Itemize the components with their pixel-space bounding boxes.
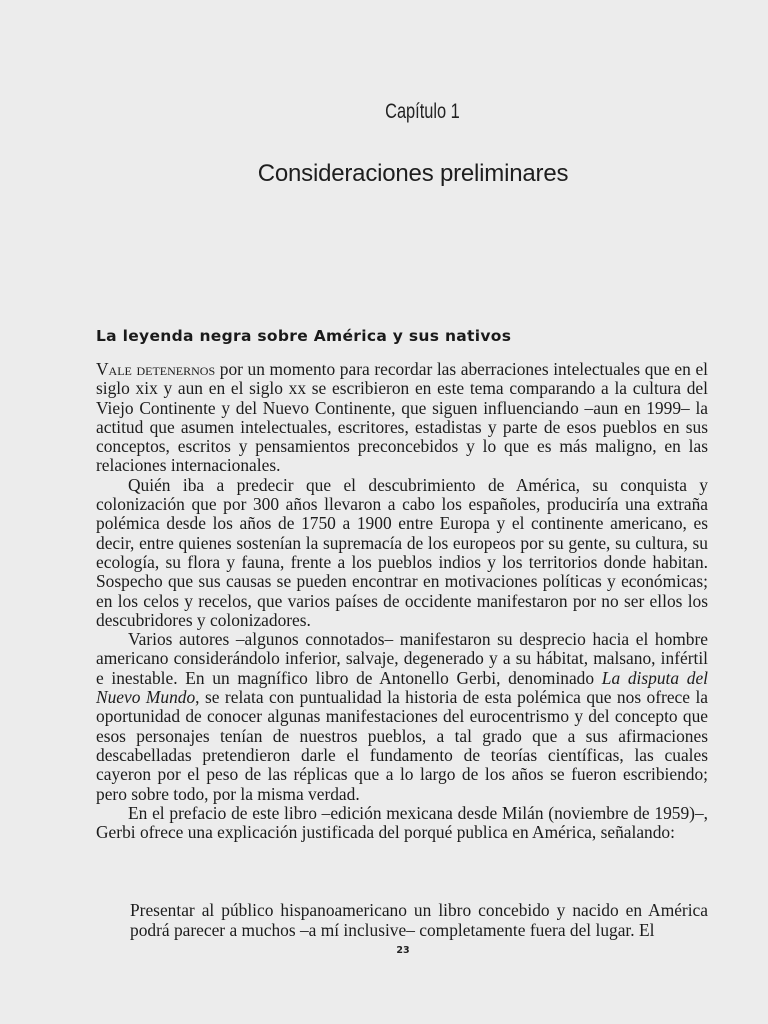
block-quote: Presentar al público hispanoamericano un libro concebido y nacido en América podrá parecer a muchos –a mí inclusive– completamente fuera del lugar. El: [130, 900, 708, 940]
paragraph-4: En el prefacio de este libro –edición mexicana desde Milán (noviembre de 1959)–, Gerbi ofrece una explicación justificada del porqué publica en América, señalando:: [96, 802, 708, 843]
book-title-italic: La disputa del Nuevo Mundo: [96, 667, 708, 708]
page-number: 23: [396, 945, 410, 956]
section-heading: La leyenda negra sobre América y sus nativos: [96, 327, 512, 345]
paragraph-3: [96, 630, 708, 804]
paragraph-2: Quién iba a predecir que el descubrimiento de América, su conquista y colonización que por 300 años llevaron a cabo los españoles, produciría una extraña polémica desde los años de 1750 a 1900 entre Europa y el continente americano, es decir, entre quienes sostenían la supremacía de los europeos por su gente, su cultura, su ecología, su flora y fauna, frente a los pueblos indios y los territorios donde habitan. Sospecho que sus causas se pueden encontrar en motivaciones políticas y económicas; en los celos y recelos, que varios países de occidente manifestaron por no ser ellos los descubridores y colonizadores.: [96, 474, 708, 630]
paragraph-3-text-b: , se relata con puntualidad la historia de esta polémica que nos ofrece la oportunidad de conocer algunas manifestaciones del eurocentrismo y del concepto que esos personajes tenían de nuestros pueblos, a tal grado que a sus afirmaciones descabelladas pretendieron darle el fundamento de teorías científicas, las cuales cayeron por el peso de las réplicas que a lo largo de los años se fueron escribiendo; pero sobre todo, por la misma verdad.: [96, 687, 708, 804]
paragraph-lead-smallcaps: Vale detenernos: [96, 359, 216, 379]
paragraph-1-text: por un momento para recordar las aberraciones intelectuales que en el siglo xix y aun en el siglo xx se escribieron en este tema comparando a la cultura del Viejo Continente y del Nuevo Continente, que siguen influenciando –aun en 1999– la actitud que asumen intelectuales, escritores, estadistas y parte de esos pueblos en sus conceptos, escritos y pensamientos preconcebidos y lo que es más maligno, en las relaciones internacionales.: [96, 359, 708, 476]
chapter-title: Consideraciones preliminares: [257, 160, 569, 187]
paragraph-1: [96, 360, 708, 476]
body-text: [96, 360, 708, 842]
chapter-label: Capítulo 1: [385, 100, 460, 123]
paragraph-3-text-a: Varios autores –algunos connotados– manifestaron su desprecio hacia el hombre americano considerándolo inferior, salvaje, degenerado y a su hábitat, malsano, infértil e inestable. En un magnífico libro de Antonello Gerbi, denominado: [96, 629, 708, 688]
